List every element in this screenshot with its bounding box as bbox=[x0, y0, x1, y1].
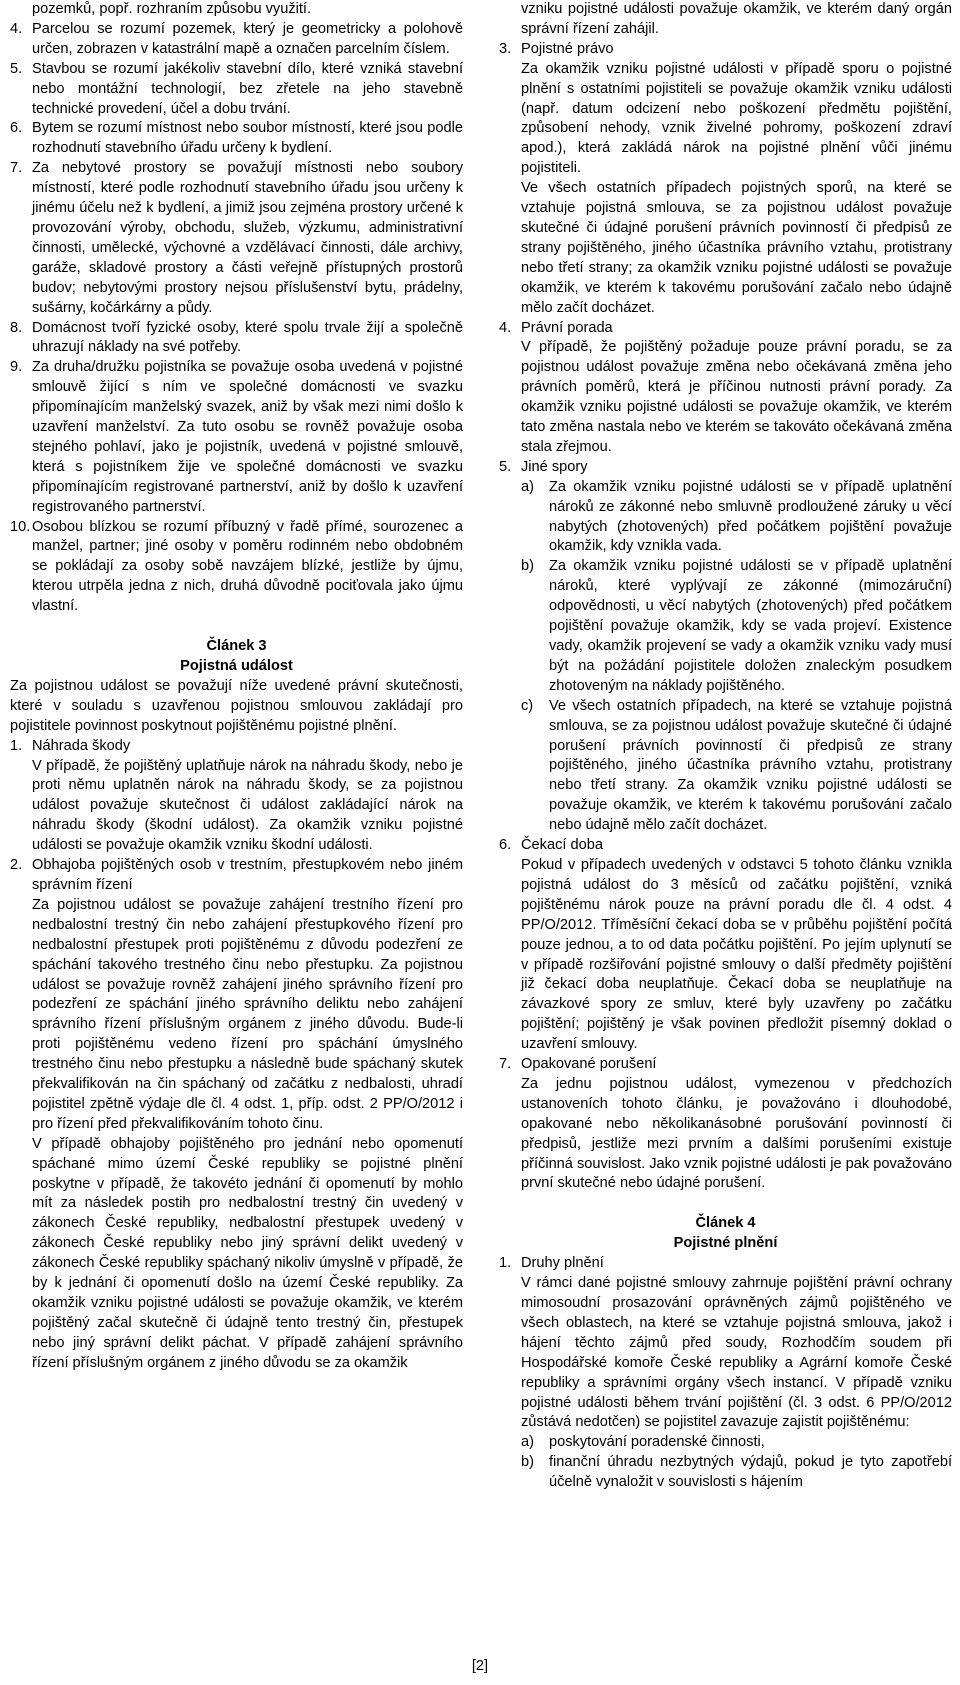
section-7-heading bbox=[499, 1055, 952, 1075]
item-number: 6. bbox=[10, 120, 23, 137]
item-text: Za okamžik vzniku pojistné události se v případě uplatnění nároků ze zákonné nebo smluvně prodloužené záruky u věcí nabytých (zhotovených) před počátkem pojištění považuje okamžik, kdy vznikla vada. bbox=[549, 478, 952, 555]
section-2-paragraph-1: Za pojistnou událost se považuje zahájení trestního řízení pro nedbalostní trestný čin nebo zahájení přestupkového řízení pro nedbalostní přestupek proti pojištěnému z důvodu podezření ze spáchání takového trestného činu nebo přestupku. Za pojistnou událost se považuje rovněž zahájení jiného správního řízení pro podezření ze spáchání jiného správního deliktu nebo zahájení správního řízení příslušným orgánem z jiného důvodu. Bude-li proti pojištěnému vedeno řízení pro spáchání úmyslného trestného činu nebo přestupku a následně bude spáchaný skutek překvalifikován na čin spáchaný od začátku z nedbalosti, uhradí pojistitel zpětně výdaje dle čl. 4 odst. 1, příp. odst. 2 PP/O/2012 i pro řízení před překvalifikováním tohoto činu. bbox=[32, 896, 463, 1132]
definition-item-9 bbox=[10, 358, 463, 517]
section-title: Právní porada bbox=[521, 319, 613, 336]
section-title: Obhajoba pojištěných osob v trestním, přestupkovém nebo jiném správním řízení bbox=[32, 857, 463, 893]
section-3-paragraph-2: Ve všech ostatních případech pojistných sporů, na které se vztahuje pojistná smlouva, se za pojistnou událost považuje skutečné či údajné porušení právních povinností či předpisů ze strany pojištěného, jiného účastníka právního vztahu, protistrany nebo třetí strany; za okamžik vzniku pojistné události se považuje okamžik, ve kterém k takovému porušování začalo nebo údajně mělo začít docházet. bbox=[521, 180, 952, 316]
item-letter: b) bbox=[521, 1454, 534, 1471]
item-text: Stavbou se rozumí jakékoliv stavební dílo, které vzniká stavební nebo montážní technologií, bez zřetele na jeho stavebně technické provedení, účel a dobu trvání. bbox=[32, 60, 463, 117]
item-letter: a) bbox=[521, 478, 534, 495]
section-number: 2. bbox=[10, 857, 23, 874]
section-title: Pojistné právo bbox=[521, 40, 614, 57]
right-column bbox=[499, 0, 952, 1493]
definition-item-5 bbox=[10, 60, 463, 120]
section-2-paragraph-2: V případě obhajoby pojištěného pro jednání nebo opomenutí spáchané mimo území České republiky se pojistné plnění poskytne v případě, že takovéto jednání či opomenutí by mohlo mít za následek postih pro nedbalostní trestný čin uvedený v zákonech České republiky, nedbalostní přestupek uvedený v zákonech České republiky nebo jiný správní delikt uvedený v zákonech České republiky spáchaný nikoliv úmyslně v případě, že by k jednání či opomenutí došlo na území České republiky. Za okamžik vzniku pojistné události se považuje okamžik, ve kterém pojištěný začal skutečně či údajně tento trestný čin, přestupek nebo jiný správní delikt páchat. V případě zahájení správního řízení příslušným orgánem z jiného důvodu se za okamžik bbox=[32, 1135, 463, 1371]
item-text: Domácnost tvoří fyzické osoby, které spolu trvale žijí a společně uhrazují náklady na své potřeby. bbox=[32, 319, 463, 356]
item-text: Parcelou se rozumí pozemek, který je geometricky a polohově určen, zobrazen v katastrální mapě a označen parcelním číslem. bbox=[32, 20, 463, 57]
section-number: 4. bbox=[499, 319, 512, 336]
article-3-intro: Za pojistnou událost se považují níže uvedené právní skutečnosti, které v souladu s uzavřenou pojistnou smlouvou zakládají pro pojistitele povinnost poskytnout pojištěnému pojistné plnění. bbox=[10, 677, 463, 734]
article-4-title: Článek 4 bbox=[695, 1215, 756, 1232]
item-text: finanční úhradu nezbytných výdajů, pokud je tyto zapotřebí účelně vynaložit v souvislosti s hájením bbox=[549, 1454, 952, 1491]
definition-item-7 bbox=[10, 159, 463, 318]
article-4-item-b bbox=[521, 1453, 952, 1493]
page-number: [2] bbox=[471, 1658, 489, 1674]
section-number: 1. bbox=[10, 737, 23, 754]
section-7-text: Za jednu pojistnou událost, vymezenou v předchozích ustanoveních tohoto článku, je považováno i dlouhodobé, opakované nebo několikanásobné porušování povinností či předpisů, jestliže mezi prvním a dalšími porušeními existuje příčinná souvislost. Jako vznik pojistné události je pak považováno první skutečné nebo údajné porušení. bbox=[521, 1075, 952, 1192]
section-number: 5. bbox=[499, 458, 512, 475]
section-title: Opakované porušení bbox=[521, 1056, 657, 1073]
section-5-item-c bbox=[521, 697, 952, 836]
item-number: 5. bbox=[10, 60, 23, 77]
section-title: Náhrada škody bbox=[32, 737, 131, 754]
section-number: 6. bbox=[499, 837, 512, 854]
item-text: Bytem se rozumí místnost nebo soubor místností, které jsou podle rozhodnutí stavebního úřadu určeny k bydlení. bbox=[32, 120, 463, 157]
item-number: 4. bbox=[10, 20, 23, 37]
section-3-paragraph-1: Za okamžik vzniku pojistné události v případě sporu o pojistné plnění s ostatními pojistiteli se považuje okamžik vzniku události (např. datum odcizení nebo poškození předmětu pojištění, způsobení nehody, vznik živelné pohromy, poškození zdraví apod.), která zakládá nárok na pojistné plnění vůči jinému pojistiteli. bbox=[521, 60, 952, 177]
section-3-heading bbox=[499, 40, 952, 60]
section-title: Druhy plnění bbox=[521, 1255, 604, 1272]
section-4-text: V případě, že pojištěný požaduje pouze právní poradu, se za pojistnou událost považuje změna nebo očekávaná změna jeho právních poměrů, která je příčinou nutnosti právní porady. Za okamžik vzniku pojistné události se považuje okamžik, ve kterém tato změna nastala nebo ve kterém se takováto očekávaná změna stala zřejmou. bbox=[521, 339, 952, 455]
item-number: 9. bbox=[10, 359, 23, 376]
definition-item-8 bbox=[10, 319, 463, 359]
item-number: 7. bbox=[10, 160, 23, 177]
section-4-heading bbox=[499, 319, 952, 339]
item-text: Za okamžik vzniku pojistné události se v případě uplatnění nároků, které vyplývají ze zákonné (mimozáruční) odpovědnosti, u věcí nabytých (zhotovených) před počátkem pojištění považuje okamžik, kdy se vada projeví. Existence vady, okamžik projevení se vady a okamžik vzniku vady musí být na požádání pojistitele doložen znaleckým posudkem zhotoveným na náklady pojištěného. bbox=[549, 558, 952, 694]
section-5-item-a bbox=[521, 478, 952, 558]
item-letter: a) bbox=[521, 1434, 534, 1451]
left-top-continuation: pozemků, popř. rozhraním způsobu využití. bbox=[32, 1, 312, 17]
section-number: 1. bbox=[499, 1255, 512, 1272]
article-3-subtitle: Pojistná událost bbox=[180, 658, 293, 674]
article-4-item-a bbox=[521, 1433, 952, 1453]
article-4-subtitle: Pojistné plnění bbox=[673, 1235, 778, 1252]
section-number: 7. bbox=[499, 1056, 512, 1073]
section-6-text: Pokud v případech uvedených v odstavci 5 tohoto článku vznikla pojistná událost do 3 měsíců od začátku pojištění, vzniká pojištěnému nárok pouze na právní poradu dle čl. 4 odst. 4 PP/O/2012. Tříměsíční čekací doba se v průběhu pojištění počítá pouze jednou, a to od data počátku pojištění. Po jejím uplynutí se v případě rozšiřování pojistné smlouvy o další předměty pojištění již čekací doba neuplatňuje. Čekací doba se neuplatňuje na závazkové spory ze smluv, které byly uzavřeny po začátku pojištění; pojištěný je však povinen předložit písemný doklad o uzavření smlouvy. bbox=[521, 856, 952, 1053]
section-title: Jiné spory bbox=[521, 458, 588, 475]
section-1-text: V případě, že pojištěný uplatňuje nárok na náhradu škody, nebo je proti němu uplatněn nárok na náhradu škody, se za pojistnou událost považuje skutečnost či událost zakládající nárok na náhradu škody (škodní událost). Za okamžik vzniku pojistné události se považuje okamžik vzniku škodní události. bbox=[32, 757, 463, 854]
section-5-item-b bbox=[521, 557, 952, 696]
left-column bbox=[10, 0, 463, 1374]
item-text: Za druha/družku pojistníka se považuje osoba uvedená v pojistné smlouvě žijící s ním ve společné domácnosti ve svazku připomínajícím manželský svazek, aniž by však mezi nimi došlo k uzavření manželství. Za tuto osobu se rovněž považuje osoba stejného pohlaví, jako je pojistník, uvedená v pojistné smlouvě, která s pojistníkem žije ve společné domácnosti ve svazku připomínajícím registrované partnerství, aniž by došlo k uzavření registrovaného partnerství. bbox=[32, 359, 463, 515]
item-text: Ve všech ostatních případech, na které se vztahuje pojistná smlouva, se za pojistnou událost považuje skutečné či údajné porušení právních povinností či předpisů ze strany pojištěného, jiného účastníka právního vztahu, protistrany nebo třetí strany. Za okamžik vzniku pojistné události se považuje okamžik, ve kterém k takovému porušování začalo nebo údajně mělo začít docházet. bbox=[549, 697, 952, 834]
item-number: 8. bbox=[10, 319, 23, 336]
section-2-heading bbox=[10, 856, 463, 896]
article-4-section-1-heading bbox=[499, 1254, 952, 1274]
definition-item-6 bbox=[10, 119, 463, 159]
right-top-continuation: vzniku pojistné události považuje okamžik, ve kterém daný orgán správní řízení zahájil. bbox=[521, 1, 952, 37]
section-1-heading bbox=[10, 737, 463, 757]
item-text: poskytování poradenské činnosti, bbox=[549, 1434, 765, 1451]
item-number: 10. bbox=[10, 518, 31, 535]
item-text: Za nebytové prostory se považují místnosti nebo soubory místností, které podle rozhodnutí stavebního úřadu jsou určeny k jinému účelu než k bydlení, a jimiž jsou zejména prostory určené k provozování výroby, obchodu, služeb, výzkumu, administrativní činnosti, umělecké, výchovné a vzdělávací činnosti, dále archivy, garáže, skladové prostory a části veřejně přístupných prostorů budov; nebytovými prostory nejsou příslušenství bytu, prádelny, sušárny, kočárkárny a půdy. bbox=[32, 160, 463, 316]
section-5-heading bbox=[499, 458, 952, 478]
article-4-section-1-text: V rámci dané pojistné smlouvy zahrnuje pojištění právní ochrany mimosoudní prosazování oprávněných zájmů pojištěného ve všech oblastech, na které se vztahuje pojistná smlouva, jakož i hájení těchto zájmů před soudy, Rozhodčím soudem při Hospodářské komoře České republiky a Agrární komoře České republiky a správními orgány všech instancí. V případě vzniku pojistné události během trvání pojištění (čl. 3 odst. 6 PP/O/2012 zůstává nedotčen) se pojistitel zavazuje zajistit pojištěnému: bbox=[521, 1275, 952, 1431]
article-3-title: Článek 3 bbox=[206, 638, 267, 655]
section-title: Čekací doba bbox=[521, 837, 603, 854]
item-letter: c) bbox=[521, 697, 534, 714]
definition-item-4 bbox=[10, 20, 463, 60]
section-6-heading bbox=[499, 836, 952, 856]
definition-item-10 bbox=[10, 518, 463, 618]
item-text: Osobou blízkou se rozumí příbuzný v řadě přímé, sourozenec a manžel, partner; jiné osoby v poměru rodinném nebo obdobném se pokládají za osoby sobě navzájem blízké, jestliže by újmu, kterou utrpěla jedna z nich, druhá důvodně pociťovala jako újmu vlastní. bbox=[32, 518, 463, 615]
section-number: 3. bbox=[499, 40, 512, 57]
item-letter: b) bbox=[521, 558, 534, 575]
